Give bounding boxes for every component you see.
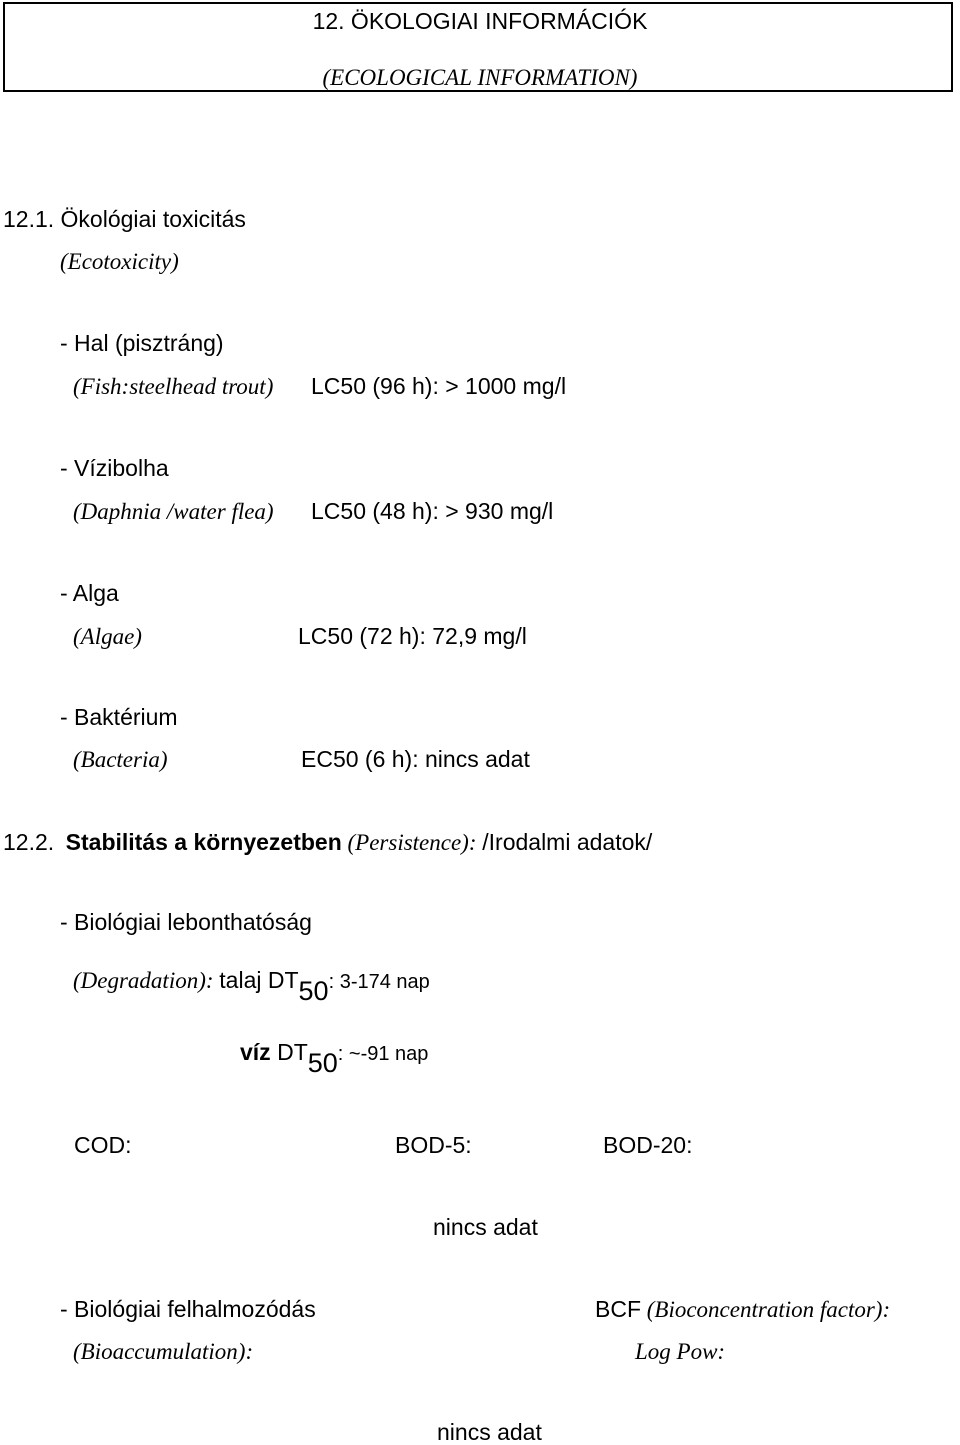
subsection-number: 12.1. [3,206,55,232]
section-subtitle: (ECOLOGICAL INFORMATION) [322,65,638,90]
soil-dt-subscript: 50 [298,976,329,1006]
bcf-label: BCF [595,1296,641,1322]
bacteria-label: - Baktérium [60,704,178,730]
bioaccumulation-label: - Biológiai felhalmozódás [60,1296,316,1322]
bcf-label-en: (Bioconcentration factor): [646,1297,891,1322]
subsection-title-en: (Ecotoxicity) [60,249,179,274]
soil-dt-value: : 3-174 nap [328,971,430,993]
algae-value: LC50 (72 h): 72,9 mg/l [298,623,527,649]
oxygen-demand-value: nincs adat [433,1214,538,1240]
fish-label: - Hal (pisztráng) [60,330,224,356]
algae-label-en: (Algae) [73,624,142,649]
daphnia-label-en: (Daphnia /water flea) [73,499,274,524]
section-title: 12. ÖKOLOGIAI INFORMÁCIÓK [312,8,648,34]
daphnia-label: - Vízibolha [60,455,169,481]
degradation-label: (Degradation): [73,968,214,993]
cod-label: COD: [74,1132,132,1158]
water-label: víz [240,1039,271,1065]
algae-label: - Alga [60,580,119,606]
subsection-note: /Irodalmi adatok/ [482,829,653,855]
water-dt-prefix: DT [270,1039,308,1065]
log-pow-label: Log Pow: [635,1339,726,1364]
biodegradability-label: - Biológiai lebonthatóság [60,909,312,935]
subsection-12-1-heading [3,208,246,231]
bod5-label: BOD-5: [395,1132,472,1158]
soil-dt50-row [73,966,430,1006]
water-dt-value: : ~-91 nap [337,1043,429,1065]
water-dt50-row [240,1038,429,1078]
bioaccumulation-value: nincs adat [437,1419,542,1445]
fish-label-en: (Fish:steelhead trout) [73,374,274,399]
fish-value: LC50 (96 h): > 1000 mg/l [311,373,567,399]
daphnia-value: LC50 (48 h): > 930 mg/l [311,498,554,524]
subsection-12-2-heading [3,831,652,854]
subsection-title-en: (Persistence): [347,830,477,855]
bod20-label: BOD-20: [603,1132,693,1158]
bioaccumulation-label-en: (Bioaccumulation): [73,1339,254,1364]
bacteria-value: EC50 (6 h): nincs adat [301,746,530,772]
water-dt-subscript: 50 [307,1048,338,1078]
bacteria-label-en: (Bacteria) [73,747,168,772]
subsection-title: Stabilitás a környezetben [65,829,342,855]
soil-dt-prefix: talaj DT [219,967,299,993]
subsection-title: Ökológiai toxicitás [60,206,246,232]
bcf-row [595,1298,890,1321]
subsection-number: 12.2. [3,829,55,855]
